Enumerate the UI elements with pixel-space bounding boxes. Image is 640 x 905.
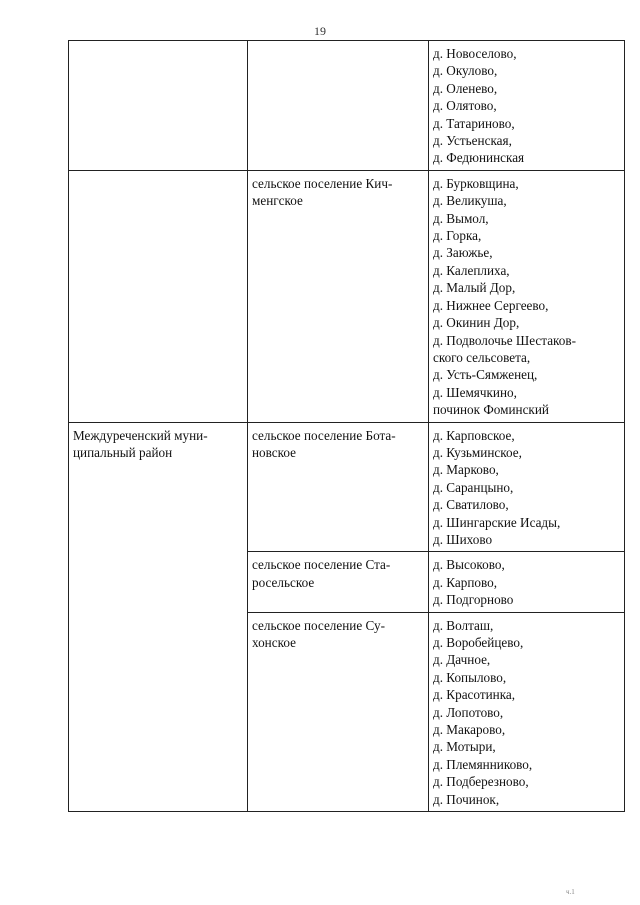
- cell-line: д. Олятово,: [433, 98, 497, 114]
- cell-line: д. Дачное,: [433, 652, 491, 668]
- cell-line: починок Фоминский: [433, 402, 549, 418]
- cell-line: сельское поселение Ста-: [252, 557, 391, 573]
- cell-line: д. Высоково,: [433, 557, 505, 573]
- cell-line: д. Подволочье Шестаков-: [433, 332, 577, 348]
- cell-line: д. Подберезново,: [433, 774, 529, 790]
- district-cell: [69, 41, 248, 171]
- settlement-cell: [248, 170, 429, 422]
- cell-line: сельское поселение Су-: [252, 617, 385, 633]
- cell-line: росельское: [252, 574, 315, 590]
- cell-line: д. Саранцыно,: [433, 479, 514, 495]
- cell-line: д. Красотинка,: [433, 687, 516, 703]
- cell-line: сельское поселение Бота-: [252, 427, 396, 443]
- cell-line: д. Карповское,: [433, 427, 515, 443]
- settlement-cell: [248, 552, 429, 612]
- cell-line: д. Воробейцево,: [433, 635, 524, 650]
- cell-line: д. Великуша,: [433, 193, 507, 209]
- cell-line: д. Подгорново: [433, 592, 514, 608]
- cell-line: д. Новоселово,: [433, 46, 517, 61]
- cell-line: д. Шемячкино,: [433, 384, 517, 400]
- settlement-cell: [248, 41, 429, 171]
- cell-line: менгское: [252, 193, 303, 209]
- cell-line: ского сельсовета,: [433, 349, 531, 365]
- cell-line: хонское: [252, 635, 296, 650]
- villages-cell: [429, 170, 625, 422]
- cell-line: д. Федюнинская: [433, 150, 525, 166]
- corner-mark: ч.1: [566, 888, 575, 896]
- cell-line: д. Малый Дор,: [433, 280, 516, 296]
- cell-line: д. Бурковщина,: [433, 175, 519, 191]
- cell-line: д. Горка,: [433, 228, 482, 244]
- cell-line: д. Племянниково,: [433, 756, 533, 772]
- table-row: [69, 422, 625, 552]
- cell-line: д. Окинин Дор,: [433, 315, 520, 331]
- villages-cell: [429, 422, 625, 552]
- cell-line: д. Нижнее Сергеево,: [433, 297, 549, 313]
- cell-line: Междуреченский муни-: [73, 427, 208, 443]
- settlements-table: [68, 40, 625, 812]
- cell-line: д. Кузьминское,: [433, 444, 522, 460]
- cell-line: д. Калеплиха,: [433, 262, 510, 278]
- cell-line: д. Мотыри,: [433, 739, 496, 755]
- cell-line: д. Марково,: [433, 462, 499, 478]
- settlement-cell: [248, 612, 429, 811]
- cell-line: д. Лопотово,: [433, 704, 504, 720]
- cell-line: ципальный район: [73, 444, 173, 460]
- villages-cell: [429, 612, 625, 811]
- cell-line: д. Шингарские Исады,: [433, 514, 561, 530]
- district-cell: [69, 422, 248, 812]
- cell-line: д. Шихово: [433, 531, 493, 547]
- cell-line: д. Волташ,: [433, 617, 494, 633]
- cell-line: д. Копылово,: [433, 669, 507, 685]
- cell-line: д. Вымол,: [433, 210, 489, 226]
- cell-line: новское: [252, 444, 296, 460]
- cell-line: д. Сватилово,: [433, 497, 509, 513]
- cell-line: д. Макарово,: [433, 722, 506, 738]
- settlement-cell: [248, 422, 429, 552]
- table-row: [69, 41, 625, 171]
- villages-cell: [429, 552, 625, 612]
- cell-line: д. Починок,: [433, 791, 500, 807]
- page-number: 19: [314, 24, 326, 38]
- cell-line: д. Карпово,: [433, 574, 498, 590]
- villages-cell: [429, 41, 625, 171]
- cell-line: д. Заюжье,: [433, 245, 493, 261]
- cell-line: д. Устьенская,: [433, 133, 512, 149]
- cell-line: сельское поселение Кич-: [252, 175, 393, 191]
- district-cell: [69, 170, 248, 422]
- cell-line: д. Окулово,: [433, 63, 498, 79]
- cell-line: д. Татариново,: [433, 115, 515, 131]
- cell-line: д. Усть-Сямженец,: [433, 367, 538, 383]
- cell-line: д. Оленево,: [433, 80, 498, 96]
- table-row: [69, 170, 625, 422]
